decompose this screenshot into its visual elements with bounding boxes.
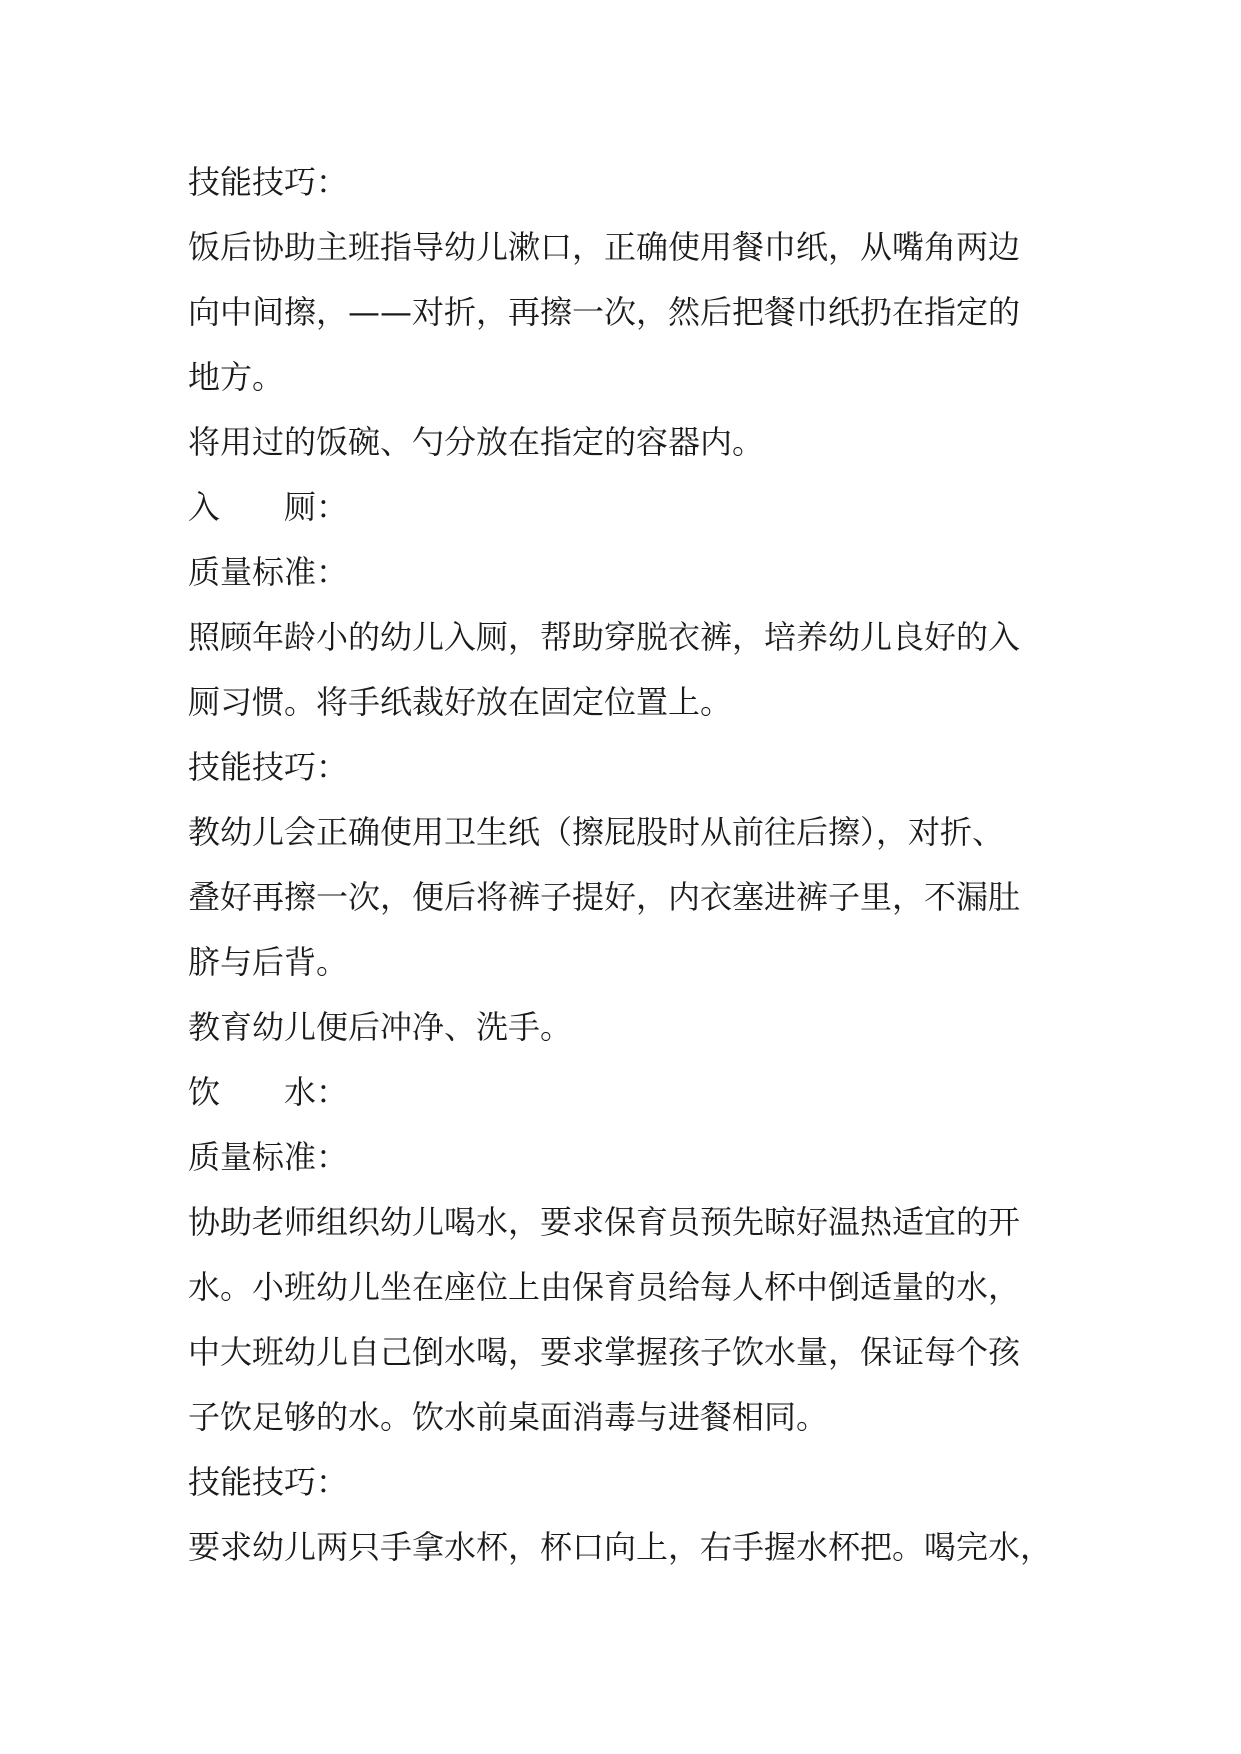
text-line: 教育幼儿便后冲净、洗手。 xyxy=(188,1008,573,1046)
text-line: 厕习惯。将手纸裁好放在固定位置上。 xyxy=(188,683,733,721)
heading-skills: 技能技巧： xyxy=(188,748,349,786)
heading-quality-standard: 质量标准： xyxy=(188,553,349,591)
section-heading-drinking: 饮 水： xyxy=(188,1073,349,1111)
text-line: 叠好再擦一次，便后将裤子提好，内衣塞进裤子里，不漏肚 xyxy=(188,878,1021,916)
text-line: 照顾年龄小的幼儿入厕，帮助穿脱衣裤，培养幼儿良好的入 xyxy=(188,618,1021,656)
section-heading-toilet: 入 厕： xyxy=(188,488,349,526)
body-text xyxy=(188,150,1068,1580)
text-line: 饭后协助主班指导幼儿漱口，正确使用餐巾纸，从嘴角两边 xyxy=(188,228,1021,266)
text-line: 子饮足够的水。饮水前桌面消毒与进餐相同。 xyxy=(188,1398,829,1436)
text-line: 教幼儿会正确使用卫生纸（擦屁股时从前往后擦），对折、 xyxy=(188,813,1005,851)
heading-skills: 技能技巧： xyxy=(188,1463,349,1501)
text-line: 向中间擦，——对折，再擦一次，然后把餐巾纸扔在指定的 xyxy=(188,293,1021,331)
text-line: 水。小班幼儿坐在座位上由保育员给每人杯中倒适量的水， xyxy=(188,1268,1021,1306)
text-line: 脐与后背。 xyxy=(188,943,349,981)
text-line: 中大班幼儿自己倒水喝，要求掌握孩子饮水量，保证每个孩 xyxy=(188,1333,1021,1371)
text-line: 将用过的饭碗、勺分放在指定的容器内。 xyxy=(188,423,765,461)
text-line: 要求幼儿两只手拿水杯，杯口向上，右手握水杯把。喝完水， xyxy=(188,1528,1053,1566)
text-line: 地方。 xyxy=(188,358,285,396)
heading-quality-standard: 质量标准： xyxy=(188,1138,349,1176)
text-line: 协助老师组织幼儿喝水，要求保育员预先晾好温热适宜的开 xyxy=(188,1203,1021,1241)
heading-skills: 技能技巧： xyxy=(188,163,349,201)
